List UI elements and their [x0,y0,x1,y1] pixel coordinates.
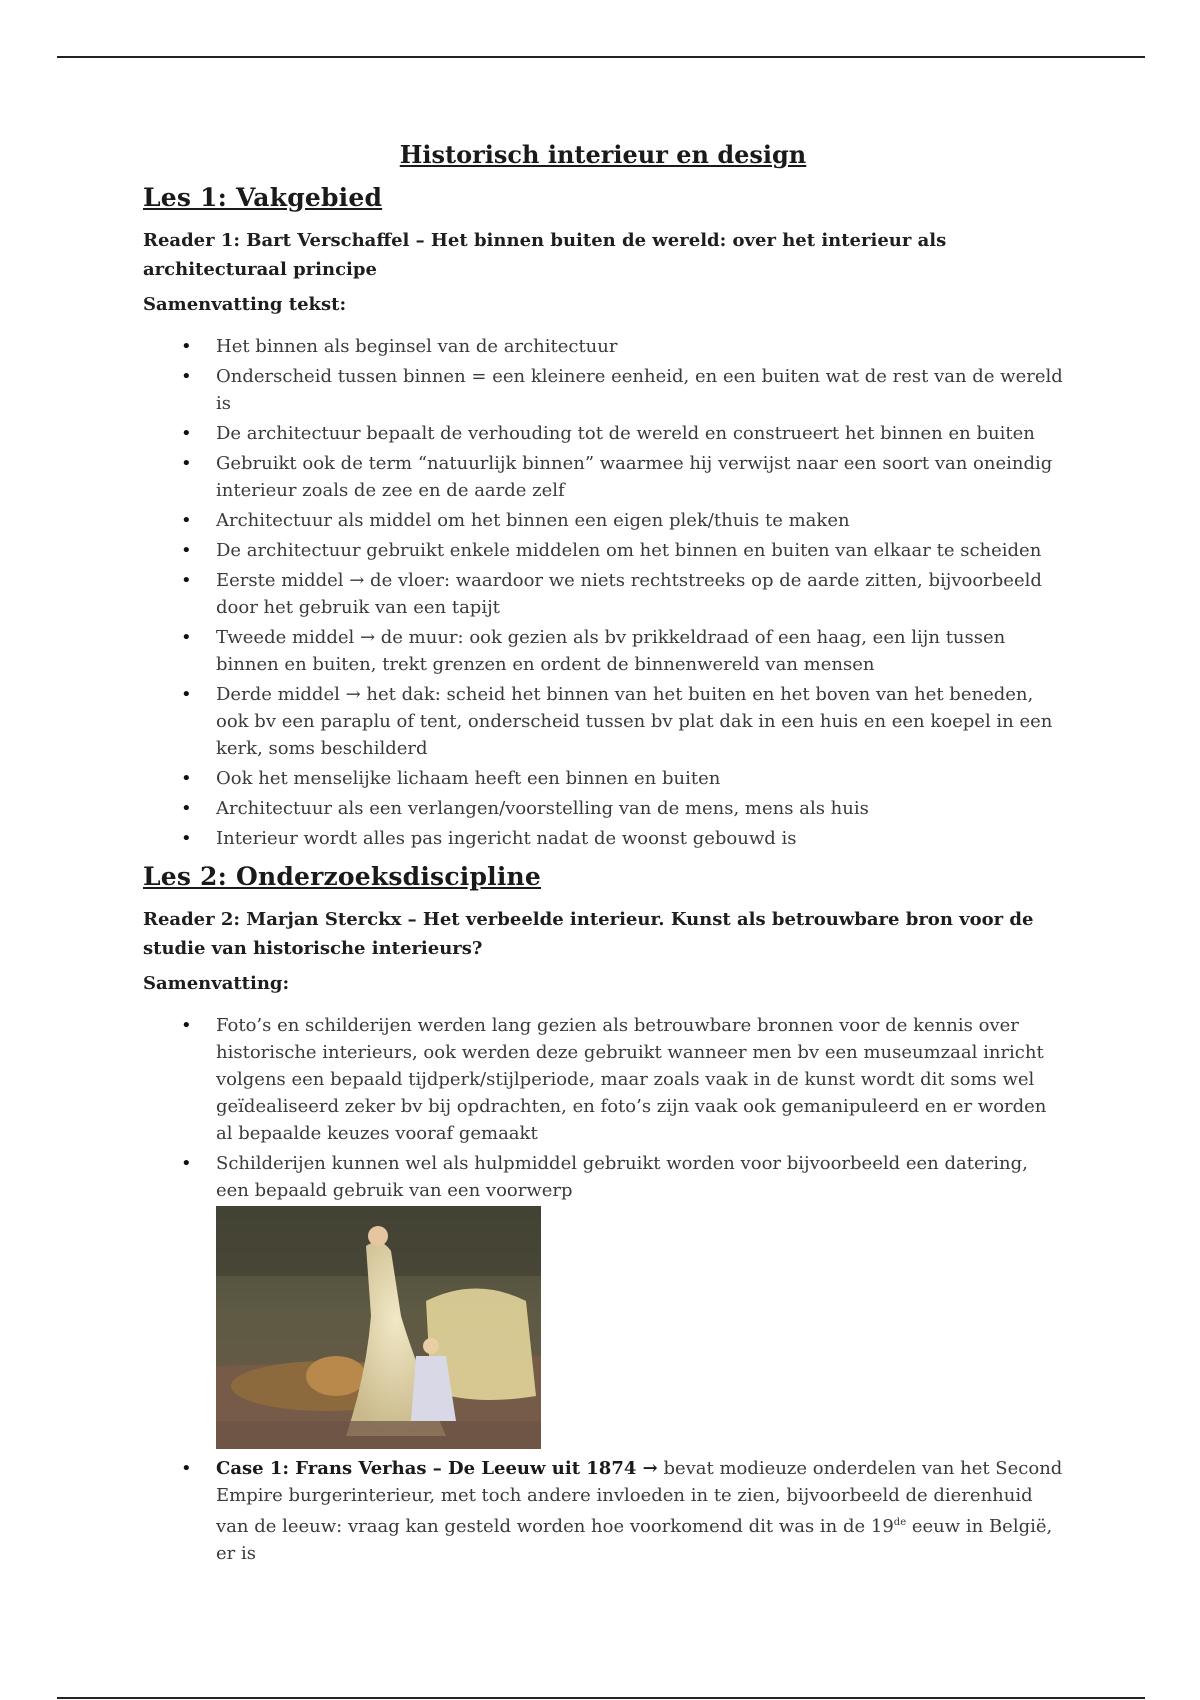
bullet-icon: • [181,1153,192,1174]
les2-heading: Les 2: Onderzoeksdiscipline [143,862,542,891]
list-item [143,420,1063,447]
bullet-icon: • [181,540,192,561]
list-item-text: Het binnen als beginsel van de architectuur [216,336,618,357]
document-title: Historisch interieur en design [399,140,807,169]
list-item [143,795,1063,822]
footer-rule [57,1697,1145,1699]
list-item-text: Architectuur als een verlangen/voorstelling van de mens, mens als huis [216,798,869,819]
list-item [143,363,1063,417]
bullet-icon: • [181,570,192,591]
list-item-text: Ook het menselijke lichaam heeft een binnen en buiten [216,768,721,789]
list-item-text: Architectuur als middel om het binnen een eigen plek/thuis te maken [216,510,850,531]
les2-bullet-list [143,1012,1063,1567]
list-item [143,567,1063,621]
case-text: bevat modieuze onderdelen van het Second Empire burgerinterieur, met toch andere invloeden in te zien, bijvoorbeeld de dierenhuid van de leeuw: vraag kan gesteld worden hoe voorkomend dit was in de 19 [216,1458,1063,1537]
bullet-icon: • [181,423,192,444]
bullet-icon: • [181,798,192,819]
painting-image [216,1206,541,1449]
header-rule [57,56,1145,58]
les1-heading: Les 1: Vakgebied [143,183,383,212]
case-title: Case 1: Frans Verhas – De Leeuw uit 1874 → [216,1458,658,1479]
bullet-icon: • [181,510,192,531]
bullet-icon: • [181,1015,192,1036]
list-item-text: Gebruikt ook de term “natuurlijk binnen” waarmee hij verwijst naar een soort van oneindig interieur zoals de zee en de aarde zelf [216,453,1053,501]
list-item [143,1012,1063,1147]
case-text-end: eeuw in België, er is [216,1516,1053,1564]
list-item-text: Tweede middel → de muur: ook gezien als bv prikkeldraad of een haag, een lijn tussen binnen en buiten, trekt grenzen en ordent de binnenwereld van mensen [216,627,1006,675]
list-item [143,333,1063,360]
bullet-icon: • [181,828,192,849]
list-item [143,825,1063,852]
list-item-text: De architectuur gebruikt enkele middelen om het binnen en buiten van elkaar te scheiden [216,540,1042,561]
bullet-icon: • [181,627,192,648]
list-item [143,507,1063,534]
document-page [143,140,1063,1577]
les2-reader: Reader 2: Marjan Sterckx – Het verbeelde interieur. Kunst als betrouwbare bron voor de studie van historische interieurs? [143,909,1034,959]
les1-reader: Reader 1: Bart Verschaffel – Het binnen buiten de wereld: over het interieur als architecturaal principe [143,230,947,280]
les2-summary-label: Samenvatting: [143,973,290,994]
list-item [143,681,1063,762]
list-item [143,1455,1063,1567]
list-item-text: Foto’s en schilderijen werden lang gezien als betrouwbare bronnen voor de kennis over historische interieurs, ook werden deze gebruikt wanneer men bv een museumzaal inricht volgens een bepaald tijdperk/stijlperiode, maar zoals vaak in de kunst wordt dit soms wel geïdealiseerd zeker bv bij opdrachten, en foto’s zijn vaak ook gemanipuleerd en er worden al bepaalde keuzes vooraf gemaakt [216,1015,1047,1144]
list-item-text: Onderscheid tussen binnen = een kleinere eenheid, en een buiten wat de rest van de wereld is [216,366,1063,414]
bullet-icon: • [181,453,192,474]
list-item [143,1150,1063,1449]
bullet-icon: • [181,684,192,705]
bullet-icon: • [181,366,192,387]
list-item [143,450,1063,504]
list-item [143,765,1063,792]
bullet-icon: • [181,336,192,357]
bullet-icon: • [181,768,192,789]
bullet-icon: • [181,1458,192,1479]
case-superscript: de [893,1517,907,1528]
list-item-text: De architectuur bepaalt de verhouding tot de wereld en construeert het binnen en buiten [216,423,1035,444]
les1-bullet-list [143,333,1063,852]
les1-summary-label: Samenvatting tekst: [143,294,347,315]
list-item-text: Schilderijen kunnen wel als hulpmiddel gebruikt worden voor bijvoorbeeld een datering, een bepaald gebruik van een voorwerp [216,1153,1028,1201]
list-item-text: Derde middel → het dak: scheid het binnen van het buiten en het boven van het beneden, ook bv een paraplu of tent, onderscheid tussen bv plat dak in een huis en een koepel in een kerk, soms beschilderd [216,684,1053,759]
list-item [143,624,1063,678]
list-item-text: Interieur wordt alles pas ingericht nadat de woonst gebouwd is [216,828,797,849]
list-item [143,537,1063,564]
list-item-text: Eerste middel → de vloer: waardoor we niets rechtstreeks op de aarde zitten, bijvoorbeeld door het gebruik van een tapijt [216,570,1042,618]
